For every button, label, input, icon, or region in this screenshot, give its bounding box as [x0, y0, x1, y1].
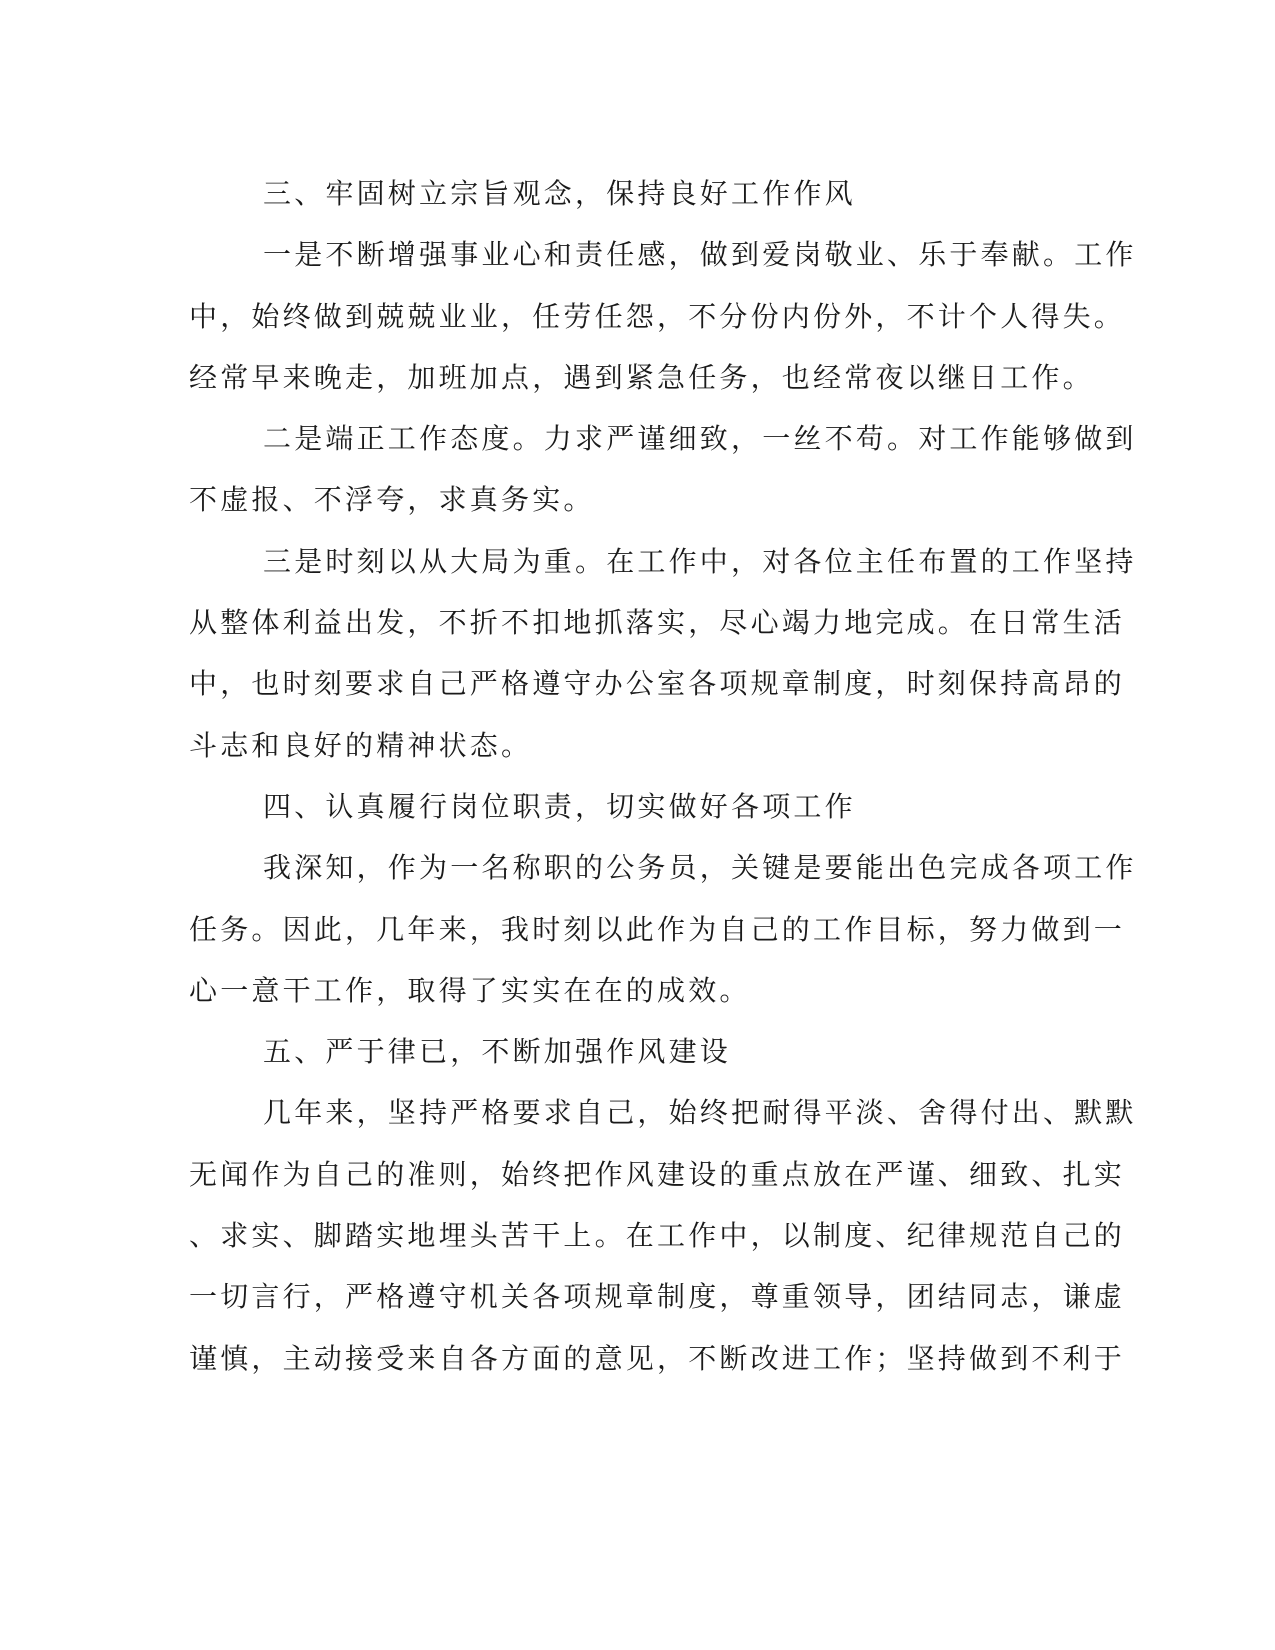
paragraph-line: 任务。因此，几年来，我时刻以此作为自己的工作目标，努力做到一 [189, 912, 1126, 946]
paragraph-line: 一是不断增强事业心和责任感，做到爱岗敬业、乐于奉献。工作 [263, 238, 1137, 272]
paragraph-line: 心一意干工作，取得了实实在在的成效。 [189, 973, 751, 1007]
section-heading-5: 五、严于律已，不断加强作风建设 [263, 1035, 732, 1069]
paragraph-line: 三是时刻以从大局为重。在工作中，对各位主任布置的工作坚持 [263, 544, 1137, 578]
paragraph-line: 、求实、脚踏实地埋头苦干上。在工作中，以制度、纪律规范自己的 [189, 1219, 1126, 1253]
paragraph-line: 中，始终做到兢兢业业，任劳任怨，不分份内份外，不计个人得失。 [189, 299, 1126, 333]
paragraph-line: 经常早来晚走，加班加点，遇到紧急任务，也经常夜以继日工作。 [189, 360, 1094, 394]
section-heading-4: 四、认真履行岗位职责，切实做好各项工作 [263, 789, 856, 823]
paragraph-line: 一切言行，严格遵守机关各项规章制度，尊重领导，团结同志，谦虚 [189, 1280, 1126, 1314]
paragraph-line: 从整体利益出发，不折不扣地抓落实，尽心竭力地完成。在日常生活 [189, 606, 1126, 640]
paragraph-line: 我深知，作为一名称职的公务员，关键是要能出色完成各项工作 [263, 851, 1137, 885]
section-heading-3: 三、牢固树立宗旨观念，保持良好工作作风 [263, 177, 856, 210]
paragraph-line: 二是端正工作态度。力求严谨细致，一丝不苟。对工作能够做到 [263, 422, 1137, 456]
paragraph-line: 不虚报、不浮夸，求真务实。 [189, 483, 595, 517]
paragraph-line: 无闻作为自己的准则，始终把作风建设的重点放在严谨、细致、扎实 [189, 1157, 1126, 1191]
paragraph-line: 斗志和良好的精神状态。 [189, 728, 533, 762]
paragraph-line: 谨慎，主动接受来自各方面的意见，不断改进工作；坚持做到不利于 [189, 1341, 1126, 1375]
document-body [189, 163, 1137, 1389]
paragraph-line: 几年来，坚持严格要求自己，始终把耐得平淡、舍得付出、默默 [263, 1096, 1137, 1130]
paragraph-line: 中，也时刻要求自己严格遵守办公室各项规章制度，时刻保持高昂的 [189, 667, 1126, 701]
